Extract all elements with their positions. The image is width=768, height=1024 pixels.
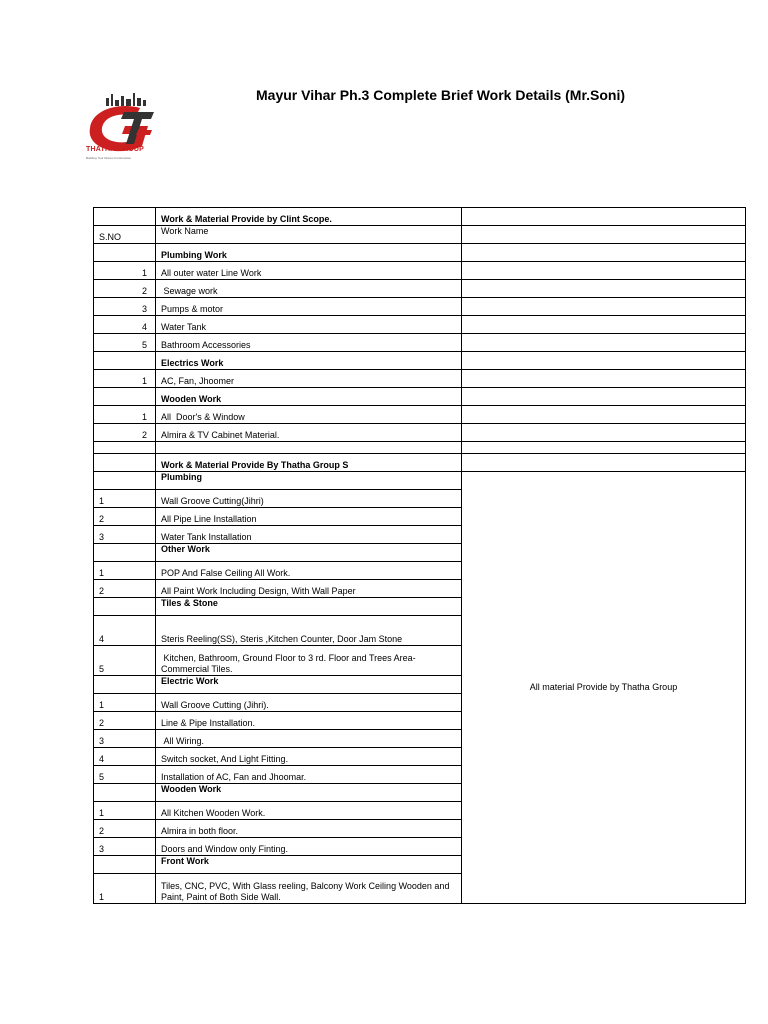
sno-cell: 2 [94,580,156,598]
logo-tagline: Building Your Dream Construction [86,156,132,160]
table-cell [94,454,156,472]
table-cell [462,388,746,406]
sno-cell: 2 [94,508,156,526]
work-name-cell: All Door's & Window [156,406,462,424]
work-details-table [93,207,746,904]
work-name-cell: All Kitchen Wooden Work. [156,802,462,820]
work-name-cell: Steris Reeling(SS), Steris ,Kitchen Counter, Door Jam Stone [156,616,462,646]
section-heading: Electric Work [156,676,462,694]
sno-cell: 1 [94,562,156,580]
sno-cell [94,472,156,490]
sno-cell [94,784,156,802]
sno-cell [94,352,156,370]
work-name-cell: Installation of AC, Fan and Jhoomar. [156,766,462,784]
table-row [94,352,746,370]
work-name-cell: Water Tank Installation [156,526,462,544]
table-cell [156,442,462,454]
table-row [94,370,746,388]
sno-cell: 1 [94,490,156,508]
table-cell [462,406,746,424]
sno-cell [94,598,156,616]
table-row-blank [94,442,746,454]
sno-cell: 1 [94,406,156,424]
table-row [94,244,746,262]
table-row [94,334,746,352]
table-row [94,472,746,490]
work-name-cell: Bathroom Accessories [156,334,462,352]
table-cell [462,244,746,262]
table-cell [462,298,746,316]
sno-cell: 5 [94,334,156,352]
work-name-cell: Almira & TV Cabinet Material. [156,424,462,442]
table-row [94,454,746,472]
sno-cell [94,856,156,874]
work-name-cell: POP And False Ceiling All Work. [156,562,462,580]
table-cell [462,226,746,244]
section-heading: Plumbing Work [156,244,462,262]
section-heading: Other Work [156,544,462,562]
table-cell [462,424,746,442]
thatha-note-cell: All material Provide by Thatha Group [462,472,746,904]
table-row [94,406,746,424]
section-heading: Front Work [156,856,462,874]
sno-cell: 1 [94,370,156,388]
table-row [94,298,746,316]
sno-cell: 2 [94,424,156,442]
work-name-cell: Wall Groove Cutting(Jihri) [156,490,462,508]
work-name-cell: All Wiring. [156,730,462,748]
work-name-cell: Pumps & motor [156,298,462,316]
logo-text: THATHA GROUP [86,146,145,153]
work-name-cell: Kitchen, Bathroom, Ground Floor to 3 rd. Floor and Trees Area- Commercial Tiles. [156,646,462,676]
work-name-cell: Switch socket, And Light Fitting. [156,748,462,766]
work-name-cell: All outer water Line Work [156,262,462,280]
table-cell [462,454,746,472]
sno-cell: 3 [94,298,156,316]
section-heading: Wooden Work [156,784,462,802]
work-name-cell: All Pipe Line Installation [156,508,462,526]
table-row [94,424,746,442]
sno-cell: 3 [94,730,156,748]
work-name-cell: AC, Fan, Jhoomer [156,370,462,388]
company-logo [78,88,213,168]
sno-cell: 1 [94,694,156,712]
sno-cell: 2 [94,820,156,838]
section-heading: Tiles & Stone [156,598,462,616]
sno-cell [94,544,156,562]
work-name-cell: Water Tank [156,316,462,334]
table-row [94,208,746,226]
sno-cell: 4 [94,616,156,646]
section-heading: Plumbing [156,472,462,490]
column-header-sno: S.NO [94,226,156,244]
client-section-heading: Work & Material Provide by Clint Scope. [156,208,462,226]
table-cell [462,352,746,370]
table-cell [462,370,746,388]
work-name-cell: Almira in both floor. [156,820,462,838]
sno-cell: 3 [94,526,156,544]
table-row [94,280,746,298]
work-name-cell: All Paint Work Including Design, With Wall Paper [156,580,462,598]
sno-cell: 3 [94,838,156,856]
work-name-cell: Wall Groove Cutting (Jihri). [156,694,462,712]
table-row [94,316,746,334]
sno-cell [94,676,156,694]
table-cell [94,208,156,226]
section-heading: Electrics Work [156,352,462,370]
work-name-cell: Line & Pipe Installation. [156,712,462,730]
sno-cell [94,388,156,406]
work-name-cell: Tiles, CNC, PVC, With Glass reeling, Balcony Work Ceiling Wooden and Paint, Paint of Both Side Wall. [156,874,462,904]
table-cell [462,262,746,280]
table-cell [94,442,156,454]
sno-cell: 4 [94,748,156,766]
sno-cell [94,244,156,262]
sno-cell: 1 [94,262,156,280]
sno-cell: 1 [94,802,156,820]
thatha-section-heading: Work & Material Provide By Thatha Group S [156,454,462,472]
table-cell [462,316,746,334]
table-row [94,388,746,406]
sno-cell: 5 [94,766,156,784]
work-name-cell: Doors and Window only Finting. [156,838,462,856]
table-cell [462,334,746,352]
sno-cell: 5 [94,646,156,676]
table-cell [462,208,746,226]
sno-cell: 4 [94,316,156,334]
page-title: Mayur Vihar Ph.3 Complete Brief Work Details (Mr.Soni) [256,87,626,103]
table-header-row [94,226,746,244]
column-header-work-name: Work Name [156,226,462,244]
sno-cell: 1 [94,874,156,904]
sno-cell: 2 [94,280,156,298]
table-cell [462,280,746,298]
work-name-cell: Sewage work [156,280,462,298]
sno-cell: 2 [94,712,156,730]
section-heading: Wooden Work [156,388,462,406]
table-row [94,262,746,280]
table-cell [462,442,746,454]
